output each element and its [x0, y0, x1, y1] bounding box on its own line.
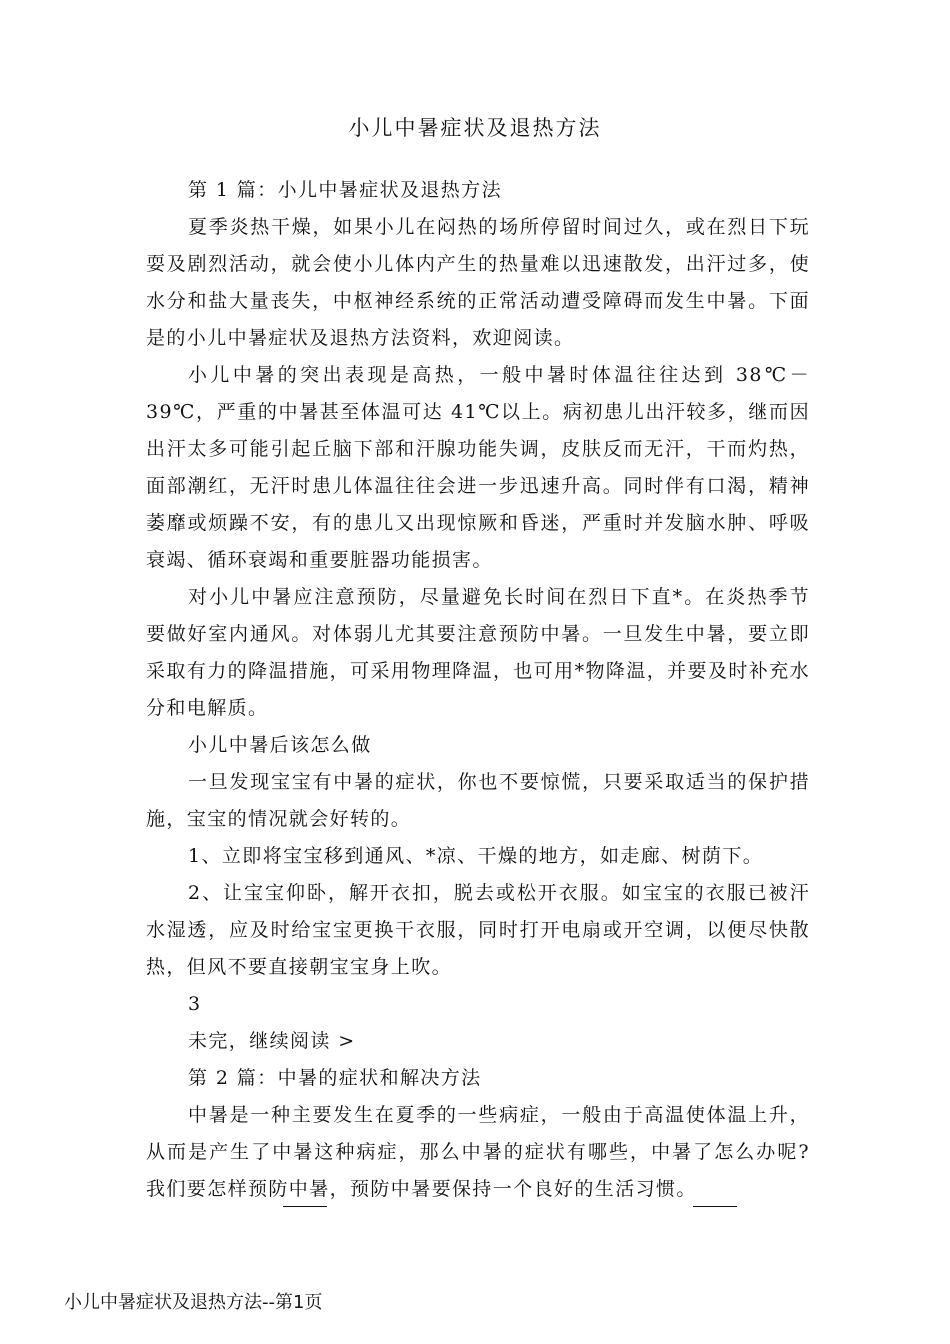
body-paragraph: 中暑是一种主要发生在夏季的一些病症，一般由于高温使体温上升，从而是产生了中暑这种病症，那么中暑的症状有哪些，中暑了怎么办呢?我们要怎样预防中暑，预防中暑要保持一个良好的生活习惯。 [146, 1104, 810, 1200]
document-body [146, 172, 810, 1208]
subheading: 小儿中暑后该怎么做 [188, 734, 372, 756]
body-paragraph: 夏季炎热干燥，如果小儿在闷热的场所停留时间过久，或在烈日下玩耍及剧烈活动，就会使小儿体内产生的热量难以迅速散发，出汗过多，使水分和盐大量丧失，中枢神经系统的正常活动遭受障碍而发生中暑。下面是的小儿中暑症状及退热方法资料，欢迎阅读。 [146, 216, 810, 349]
page-footer: 小儿中暑症状及退热方法--第1页 [64, 1292, 323, 1313]
section-heading-1: 第 1 篇：小儿中暑症状及退热方法 [188, 179, 502, 201]
list-item: 2、让宝宝仰卧，解开衣扣，脱去或松开衣服。如宝宝的衣服已被汗水湿透，应及时给宝宝更换干衣服，同时打开电扇或开空调，以便尽快散热，但风不要直接朝宝宝身上吹。 [146, 882, 810, 978]
body-paragraph: 对小儿中暑应注意预防，尽量避免长时间在烈日下直*。在炎热季节要做好室内通风。对体弱儿尤其要注意预防中暑。一旦发生中暑，要立即采取有力的降温措施，可采用物理降温，也可用*物降温，并要及时补充水分和电解质。 [146, 586, 810, 719]
list-item: 3 [188, 993, 202, 1015]
list-item: 1、立即将宝宝移到通风、*凉、干燥的地方，如走廊、树荫下。 [188, 845, 764, 867]
underline-mark [283, 1206, 327, 1207]
page-title: 小儿中暑症状及退热方法 [348, 116, 602, 140]
body-paragraph: 一旦发现宝宝有中暑的症状，你也不要惊慌，只要采取适当的保护措施，宝宝的情况就会好转的。 [146, 771, 810, 830]
section-heading-2: 第 2 篇：中暑的症状和解决方法 [188, 1067, 482, 1089]
body-paragraph: 小儿中暑的突出表现是高热，一般中暑时体温往往达到 38℃－39℃，严重的中暑甚至体温可达 41℃以上。病初患儿出汗较多，继而因出汗太多可能引起丘脑下部和汗腺功能失调，皮肤反而无汗，干而灼热，面部潮红，无汗时患儿体温往往会进一步迅速升高。同时伴有口渴，精神萎靡或烦躁不安，有的患儿又出现惊厥和昏迷，严重时并发脑水肿、呼吸衰竭、循环衰竭和重要脏器功能损害。 [146, 364, 810, 571]
underline-mark [693, 1206, 737, 1207]
continue-reading-link[interactable]: 未完，继续阅读 > [188, 1030, 356, 1052]
